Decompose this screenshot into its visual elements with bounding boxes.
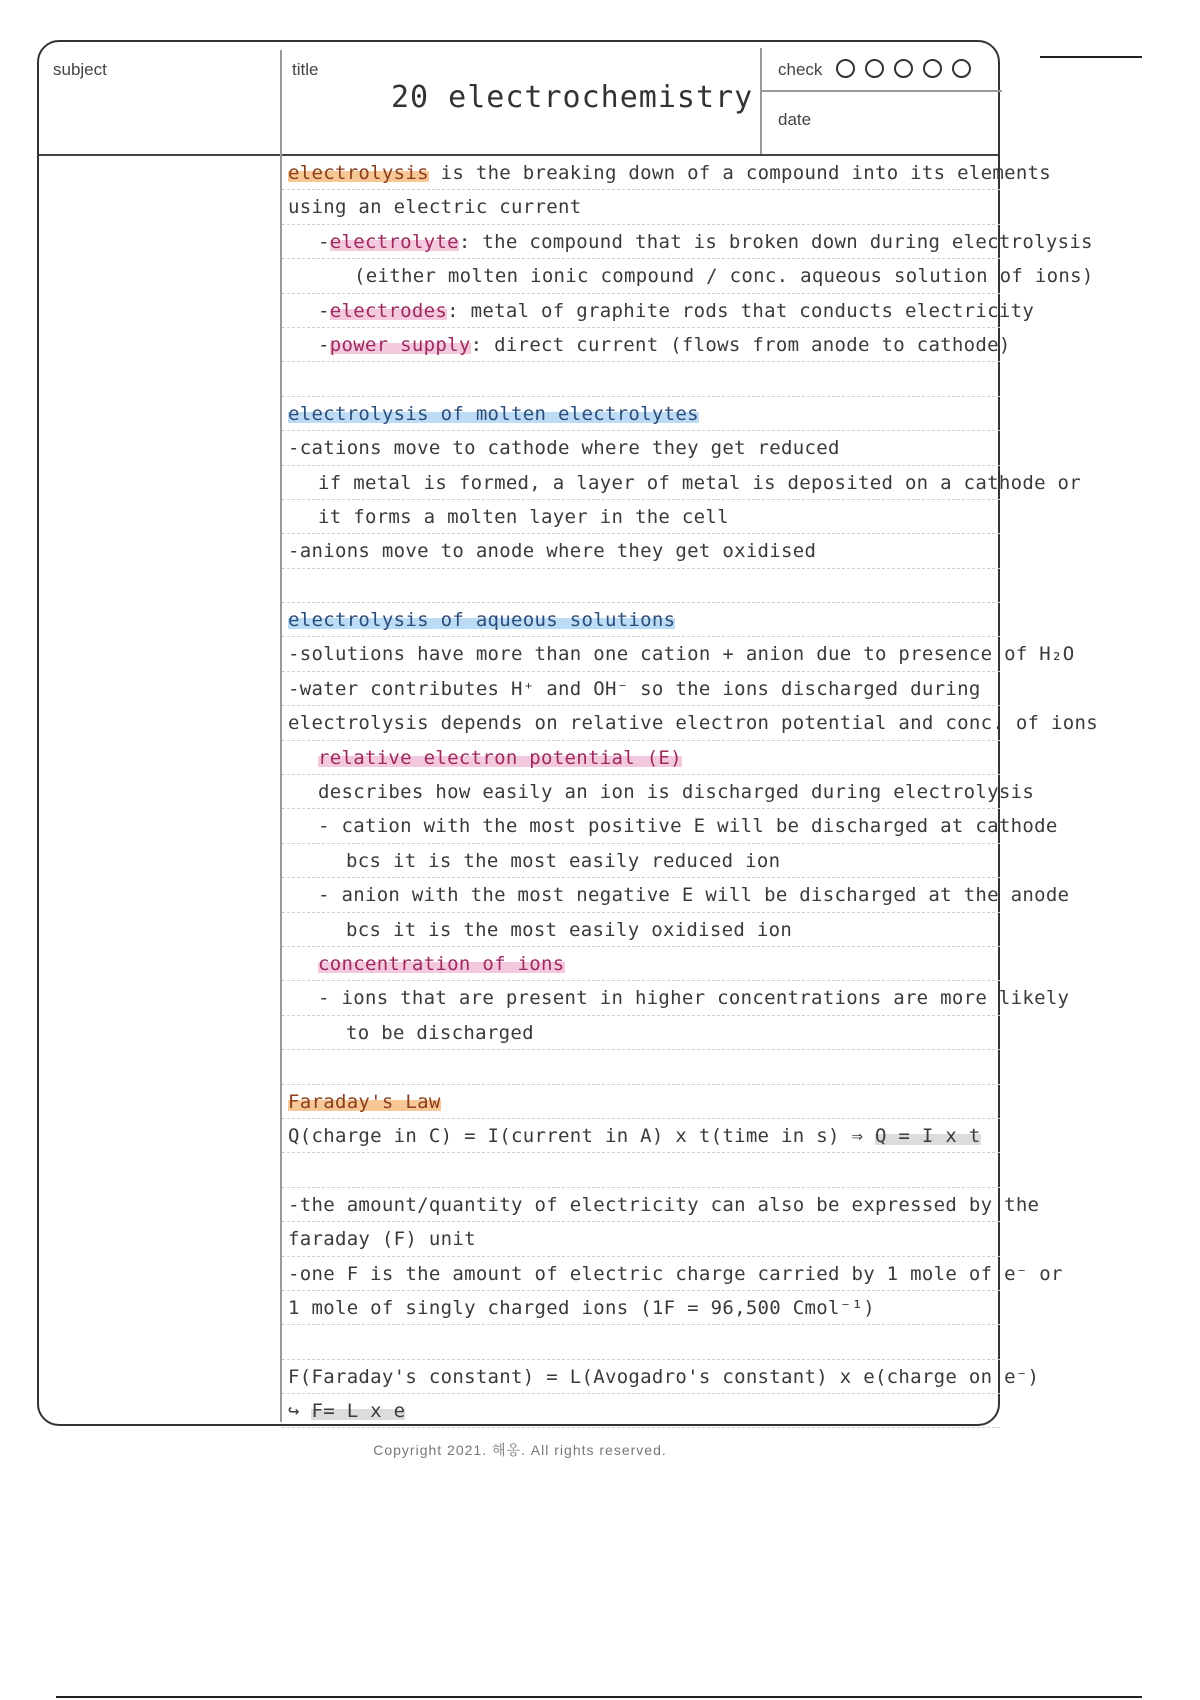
note-line: [282, 259, 1094, 293]
check-circle[interactable]: [952, 59, 971, 78]
highlighted-term: relative electron potential (E): [318, 746, 682, 769]
note-title: 20 electrochemistry: [391, 80, 754, 115]
note-line: [282, 981, 1070, 1015]
note-line: [282, 672, 1000, 706]
note-line: [282, 844, 1000, 878]
highlighted-term: power supply: [329, 333, 471, 356]
note-line: [282, 1257, 1063, 1291]
note-text: Q(charge in C) = I(current in A) x t(time in s) ⇒: [288, 1124, 875, 1147]
note-line: [282, 947, 1000, 981]
note-sheet: [37, 40, 1098, 1426]
note-line: [282, 603, 1000, 637]
highlighted-term: F= L x e: [311, 1400, 406, 1423]
note-text: electrolysis depends on relative electron potential and conc. of ions: [288, 712, 1098, 735]
note-text: F(Faraday's constant) = L(Avogadro's constant) x e(charge on e⁻): [288, 1365, 1040, 1388]
note-text: : direct current (flows from anode to cathode): [470, 333, 1011, 356]
note-line: [282, 534, 1000, 568]
note-text: (either molten ionic compound / conc. aqueous solution of ions): [354, 265, 1094, 288]
note-text: - cation with the most positive E will be discharged at cathode: [318, 815, 1058, 838]
note-line: [282, 706, 1098, 740]
note-text: ↪: [288, 1400, 312, 1423]
note-text: - anion with the most negative E will be discharged at the anode: [318, 884, 1070, 907]
check-circle[interactable]: [923, 59, 942, 78]
note-line: [282, 397, 1000, 431]
note-text: is the breaking down of a compound into its elements: [428, 162, 1052, 184]
note-text: - ions that are present in higher concentrations are more likely: [318, 987, 1070, 1010]
note-text: -one F is the amount of electric charge carried by 1 mole of e⁻ or: [288, 1262, 1063, 1285]
check-label: check: [778, 60, 823, 79]
highlighted-term: Faraday's Law: [288, 1090, 441, 1113]
date-label: date: [778, 110, 812, 129]
note-line: [282, 1085, 1000, 1119]
note-text: bcs it is the most easily oxidised ion: [346, 918, 793, 941]
highlighted-term: electrolysis of aqueous solutions: [288, 609, 676, 632]
note-text: -cations move to cathode where they get reduced: [288, 437, 840, 460]
check-circle[interactable]: [836, 59, 855, 78]
check-circles: [836, 59, 971, 78]
subject-label: subject: [53, 60, 107, 79]
title-label: title: [292, 60, 319, 79]
note-line: [282, 775, 1035, 809]
check-circle[interactable]: [865, 59, 884, 78]
note-line: [282, 741, 1000, 775]
bottom-rule: [56, 1696, 1142, 1698]
note-line: [282, 466, 1082, 500]
note-line: [282, 156, 1052, 190]
note-line: [282, 225, 1093, 259]
note-line: [282, 1153, 1000, 1187]
highlighted-term: electrolyte: [329, 230, 459, 253]
note-text: bcs it is the most easily reduced ion: [346, 849, 781, 872]
note-line: [282, 362, 1000, 396]
note-text: if metal is formed, a layer of metal is deposited on a cathode or: [318, 471, 1082, 494]
note-text: : the compound that is broken down during electrolysis: [458, 230, 1093, 253]
highlighted-term: electrolysis: [288, 162, 429, 184]
note-line: [282, 294, 1035, 328]
note-text: -anions move to anode where they get oxidised: [288, 540, 817, 563]
note-line: [282, 1222, 1000, 1256]
note-text: to be discharged: [346, 1021, 534, 1044]
note-text: 1 mole of singly charged ions (1F = 96,500 Cmol⁻¹): [288, 1296, 875, 1319]
note-line: [282, 878, 1070, 912]
top-right-rule: [1040, 56, 1142, 58]
highlighted-term: Q = I x t: [874, 1124, 981, 1147]
note-line: [282, 500, 1000, 534]
note-text: -solutions have more than one cation + anion due to presence of H₂O: [288, 643, 1075, 666]
note-text: describes how easily an ion is discharged during electrolysis: [318, 781, 1035, 804]
note-text: : metal of graphite rods that conducts electricity: [447, 299, 1035, 322]
note-line: [282, 569, 1000, 603]
check-column-divider: [760, 48, 762, 154]
check-circle[interactable]: [894, 59, 913, 78]
note-line: [282, 190, 1000, 224]
note-line: [282, 1394, 1000, 1428]
note-line: [282, 1360, 1040, 1394]
note-line: [282, 913, 1000, 947]
note-line: [282, 1325, 1000, 1359]
note-text: it forms a molten layer in the cell: [318, 505, 729, 528]
highlighted-term: electrodes: [329, 299, 448, 322]
note-line: [282, 1188, 1040, 1222]
note-line: [282, 328, 1011, 362]
note-text: -: [318, 333, 330, 356]
note-lines: [282, 156, 1098, 1428]
note-line: [282, 809, 1058, 843]
note-line: [282, 637, 1075, 671]
note-line: [282, 431, 1000, 465]
note-line: [282, 1050, 1000, 1084]
note-line: [282, 1016, 1000, 1050]
note-text: faraday (F) unit: [288, 1228, 476, 1251]
check-date-divider: [762, 90, 1002, 92]
note-line: [282, 1119, 1000, 1153]
note-text: -: [318, 299, 330, 322]
note-line: [282, 1291, 1000, 1325]
note-text: -: [318, 230, 330, 253]
highlighted-term: concentration of ions: [318, 952, 565, 975]
note-text: -water contributes H⁺ and OH⁻ so the ions discharged during: [288, 677, 981, 700]
note-text: using an electric current: [288, 196, 582, 219]
copyright: Copyright 2021. 해옹. All rights reserved.: [373, 1442, 667, 1458]
highlighted-term: electrolysis of molten electrolytes: [288, 402, 699, 425]
note-text: -the amount/quantity of electricity can also be expressed by the: [288, 1193, 1040, 1216]
